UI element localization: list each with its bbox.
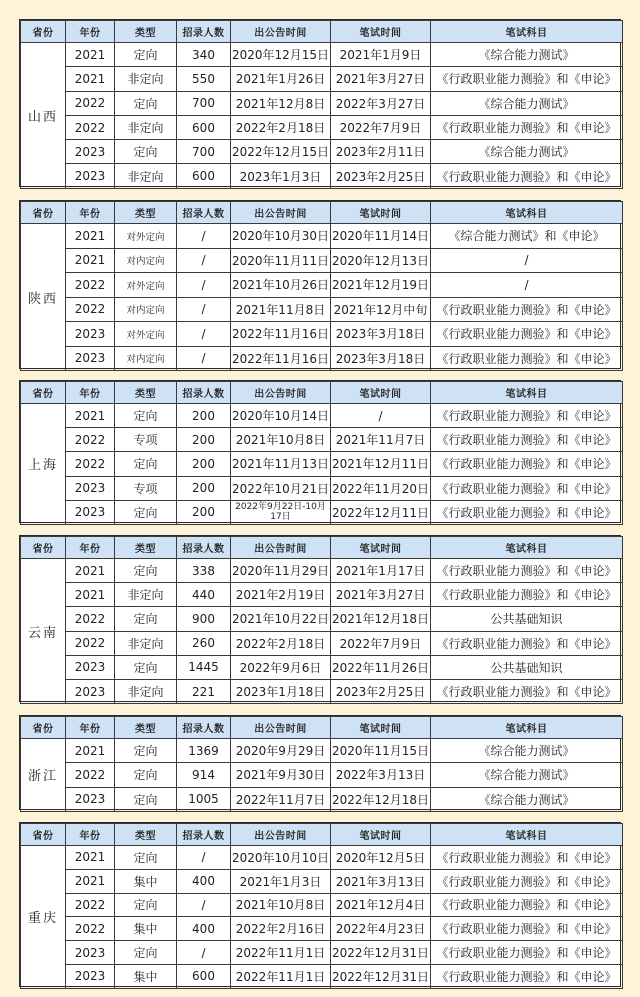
year-cell: 2022 xyxy=(66,893,115,917)
quota-cell: / xyxy=(177,893,231,917)
subject-cell: / xyxy=(431,248,623,273)
table-header-row xyxy=(21,537,623,559)
subject-cell: 公共基础知识 xyxy=(431,655,623,679)
subject-cell: 《行政职业能力测验》和《申论》 xyxy=(431,679,623,703)
subject-cell: 《行政职业能力测验》和《申论》 xyxy=(431,115,623,139)
subject-cell: 《行政职业能力测验》和《申论》 xyxy=(431,297,623,322)
table-row xyxy=(21,346,623,371)
type-cell: 定向 xyxy=(115,559,177,583)
year-cell: 2023 xyxy=(66,164,115,188)
province-table xyxy=(19,380,621,523)
subject-cell: 《行政职业能力测验》和《申论》 xyxy=(431,941,623,965)
table-row xyxy=(21,787,623,811)
announce-date-cell: 2022年11月7日 xyxy=(231,787,331,811)
type-cell: 定向 xyxy=(115,607,177,631)
type-cell: 非定向 xyxy=(115,631,177,655)
subject-cell: 《行政职业能力测验》和《申论》 xyxy=(431,346,623,371)
province-table xyxy=(19,715,621,810)
exam-date-cell: 2020年11月14日 xyxy=(331,224,431,249)
column-header: 出公告时间 xyxy=(231,717,331,739)
column-header: 招录人数 xyxy=(177,824,231,846)
table-row xyxy=(21,248,623,273)
announce-date-cell: 2021年11月13日 xyxy=(231,452,331,476)
subject-cell: / xyxy=(431,273,623,298)
table-row xyxy=(21,67,623,91)
subject-cell: 《行政职业能力测验》和《申论》 xyxy=(431,428,623,452)
table-row xyxy=(21,273,623,298)
quota-cell: 440 xyxy=(177,583,231,607)
year-cell: 2021 xyxy=(66,739,115,763)
column-header: 笔试时间 xyxy=(331,21,431,43)
table-row xyxy=(21,43,623,67)
quota-cell: 400 xyxy=(177,917,231,941)
column-header: 类型 xyxy=(115,21,177,43)
year-cell: 2023 xyxy=(66,140,115,164)
column-header: 年份 xyxy=(66,202,115,224)
table-row xyxy=(21,115,623,139)
exam-date-cell: / xyxy=(331,404,431,428)
subject-cell: 《行政职业能力测验》和《申论》 xyxy=(431,67,623,91)
subject-cell: 《行政职业能力测验》和《申论》 xyxy=(431,583,623,607)
announce-date-cell: 2020年9月29日 xyxy=(231,739,331,763)
quota-cell: 900 xyxy=(177,607,231,631)
announce-date-cell: 2021年1月3日 xyxy=(231,869,331,893)
province-cell: 上海 xyxy=(21,404,66,525)
type-cell: 定向 xyxy=(115,43,177,67)
announce-date-cell: 2021年11月8日 xyxy=(231,297,331,322)
table-row xyxy=(21,846,623,870)
subject-cell: 《行政职业能力测验》和《申论》 xyxy=(431,869,623,893)
exam-date-cell: 2022年4月23日 xyxy=(331,917,431,941)
exam-date-cell: 2021年12月18日 xyxy=(331,607,431,631)
quota-cell: / xyxy=(177,273,231,298)
column-header: 笔试时间 xyxy=(331,382,431,404)
exam-date-cell: 2020年11月15日 xyxy=(331,739,431,763)
exam-date-cell: 2023年2月25日 xyxy=(331,679,431,703)
type-cell: 对外定向 xyxy=(115,322,177,347)
type-cell: 定向 xyxy=(115,846,177,870)
column-header: 出公告时间 xyxy=(231,202,331,224)
province-table xyxy=(19,19,621,187)
column-header: 招录人数 xyxy=(177,382,231,404)
year-cell: 2021 xyxy=(66,248,115,273)
subject-cell: 《行政职业能力测验》和《申论》 xyxy=(431,893,623,917)
type-cell: 对外定向 xyxy=(115,224,177,249)
announce-date-cell: 2021年10月8日 xyxy=(231,428,331,452)
quota-cell: 550 xyxy=(177,67,231,91)
column-header: 类型 xyxy=(115,537,177,559)
table-header-row xyxy=(21,21,623,43)
type-cell: 非定向 xyxy=(115,679,177,703)
quota-cell: / xyxy=(177,248,231,273)
column-header: 省份 xyxy=(21,202,66,224)
year-cell: 2022 xyxy=(66,115,115,139)
column-header: 招录人数 xyxy=(177,537,231,559)
exam-date-cell: 2023年3月18日 xyxy=(331,346,431,371)
column-header: 招录人数 xyxy=(177,21,231,43)
column-header: 笔试时间 xyxy=(331,537,431,559)
exam-date-cell: 2022年12月18日 xyxy=(331,787,431,811)
year-cell: 2022 xyxy=(66,273,115,298)
type-cell: 非定向 xyxy=(115,583,177,607)
announce-date-cell: 2020年10月10日 xyxy=(231,846,331,870)
column-header: 笔试科目 xyxy=(431,537,623,559)
table-row xyxy=(21,500,623,524)
province-table xyxy=(19,535,621,702)
subject-cell: 《综合能力测试》 xyxy=(431,787,623,811)
quota-cell: / xyxy=(177,941,231,965)
quota-cell: 600 xyxy=(177,164,231,188)
column-header: 笔试时间 xyxy=(331,824,431,846)
quota-cell: 1369 xyxy=(177,739,231,763)
year-cell: 2022 xyxy=(66,917,115,941)
exam-date-cell: 2020年12月5日 xyxy=(331,846,431,870)
type-cell: 定向 xyxy=(115,500,177,524)
table-row xyxy=(21,607,623,631)
quota-cell: 600 xyxy=(177,964,231,988)
subject-cell: 《行政职业能力测验》和《申论》 xyxy=(431,964,623,988)
column-header: 笔试科目 xyxy=(431,202,623,224)
announce-date-cell: 2021年2月19日 xyxy=(231,583,331,607)
type-cell: 定向 xyxy=(115,893,177,917)
exam-date-cell: 2021年1月9日 xyxy=(331,43,431,67)
table-row xyxy=(21,91,623,115)
subject-cell: 《行政职业能力测验》和《申论》 xyxy=(431,500,623,524)
column-header: 笔试科目 xyxy=(431,717,623,739)
type-cell: 对外定向 xyxy=(115,273,177,298)
column-header: 招录人数 xyxy=(177,202,231,224)
year-cell: 2022 xyxy=(66,763,115,787)
table-header-row xyxy=(21,202,623,224)
quota-cell: 338 xyxy=(177,559,231,583)
subject-cell: 《综合能力测试》 xyxy=(431,91,623,115)
type-cell: 定向 xyxy=(115,739,177,763)
announce-date-cell: 2020年10月14日 xyxy=(231,404,331,428)
table-row xyxy=(21,428,623,452)
year-cell: 2021 xyxy=(66,404,115,428)
quota-cell: / xyxy=(177,322,231,347)
announce-date-cell: 2023年1月18日 xyxy=(231,679,331,703)
announce-date-cell: 2022年11月16日 xyxy=(231,322,331,347)
column-header: 年份 xyxy=(66,537,115,559)
type-cell: 定向 xyxy=(115,763,177,787)
quota-cell: 1005 xyxy=(177,787,231,811)
column-header: 省份 xyxy=(21,717,66,739)
type-cell: 专项 xyxy=(115,428,177,452)
subject-cell: 《行政职业能力测验》和《申论》 xyxy=(431,164,623,188)
announce-date-cell: 2023年1月3日 xyxy=(231,164,331,188)
table-row xyxy=(21,559,623,583)
table-row xyxy=(21,404,623,428)
exam-date-cell: 2021年3月27日 xyxy=(331,583,431,607)
table-header-row xyxy=(21,824,623,846)
column-header: 出公告时间 xyxy=(231,21,331,43)
type-cell: 对内定向 xyxy=(115,346,177,371)
type-cell: 集中 xyxy=(115,964,177,988)
type-cell: 定向 xyxy=(115,655,177,679)
table-row xyxy=(21,140,623,164)
quota-cell: 221 xyxy=(177,679,231,703)
year-cell: 2021 xyxy=(66,869,115,893)
announce-date-cell: 2022年9月22日-10月17日 xyxy=(231,500,331,524)
quota-cell: 600 xyxy=(177,115,231,139)
table-row xyxy=(21,583,623,607)
quota-cell: 700 xyxy=(177,140,231,164)
type-cell: 专项 xyxy=(115,476,177,500)
quota-cell: 340 xyxy=(177,43,231,67)
subject-cell: 《行政职业能力测验》和《申论》 xyxy=(431,322,623,347)
column-header: 省份 xyxy=(21,824,66,846)
type-cell: 定向 xyxy=(115,787,177,811)
subject-cell: 《行政职业能力测验》和《申论》 xyxy=(431,476,623,500)
column-header: 年份 xyxy=(66,717,115,739)
subject-cell: 《综合能力测试》和《申论》 xyxy=(431,224,623,249)
table-row xyxy=(21,655,623,679)
column-header: 年份 xyxy=(66,824,115,846)
quota-cell: 200 xyxy=(177,500,231,524)
type-cell: 对内定向 xyxy=(115,248,177,273)
table-header-row xyxy=(21,382,623,404)
column-header: 招录人数 xyxy=(177,717,231,739)
year-cell: 2023 xyxy=(66,655,115,679)
exam-date-cell: 2022年7月9日 xyxy=(331,115,431,139)
quota-cell: 400 xyxy=(177,869,231,893)
column-header: 笔试时间 xyxy=(331,202,431,224)
quota-cell: 700 xyxy=(177,91,231,115)
year-cell: 2023 xyxy=(66,679,115,703)
subject-cell: 《综合能力测试》 xyxy=(431,739,623,763)
year-cell: 2023 xyxy=(66,941,115,965)
type-cell: 非定向 xyxy=(115,67,177,91)
subject-cell: 《综合能力测试》 xyxy=(431,43,623,67)
exam-date-cell: 2021年11月7日 xyxy=(331,428,431,452)
province-table xyxy=(19,200,621,369)
year-cell: 2021 xyxy=(66,846,115,870)
year-cell: 2023 xyxy=(66,476,115,500)
column-header: 类型 xyxy=(115,382,177,404)
column-header: 省份 xyxy=(21,21,66,43)
type-cell: 非定向 xyxy=(115,115,177,139)
subject-cell: 《综合能力测试》 xyxy=(431,763,623,787)
quota-cell: / xyxy=(177,346,231,371)
year-cell: 2021 xyxy=(66,43,115,67)
column-header: 笔试时间 xyxy=(331,717,431,739)
year-cell: 2022 xyxy=(66,452,115,476)
quota-cell: 200 xyxy=(177,404,231,428)
announce-date-cell: 2022年10月21日 xyxy=(231,476,331,500)
announce-date-cell: 2020年11月11日 xyxy=(231,248,331,273)
year-cell: 2022 xyxy=(66,297,115,322)
table-row xyxy=(21,964,623,988)
exam-date-cell: 2021年12月19日 xyxy=(331,273,431,298)
exam-date-cell: 2020年12月13日 xyxy=(331,248,431,273)
year-cell: 2021 xyxy=(66,583,115,607)
exam-date-cell: 2022年11月26日 xyxy=(331,655,431,679)
exam-date-cell: 2022年12月31日 xyxy=(331,941,431,965)
quota-cell: 200 xyxy=(177,452,231,476)
column-header: 类型 xyxy=(115,717,177,739)
quota-cell: 914 xyxy=(177,763,231,787)
year-cell: 2022 xyxy=(66,631,115,655)
exam-date-cell: 2023年2月25日 xyxy=(331,164,431,188)
exam-date-cell: 2022年7月9日 xyxy=(331,631,431,655)
year-cell: 2023 xyxy=(66,500,115,524)
year-cell: 2023 xyxy=(66,787,115,811)
subject-cell: 《综合能力测试》 xyxy=(431,140,623,164)
subject-cell: 《行政职业能力测验》和《申论》 xyxy=(431,846,623,870)
type-cell: 对内定向 xyxy=(115,297,177,322)
column-header: 省份 xyxy=(21,537,66,559)
table-row xyxy=(21,452,623,476)
quota-cell: 260 xyxy=(177,631,231,655)
table-row xyxy=(21,941,623,965)
column-header: 年份 xyxy=(66,382,115,404)
quota-cell: 1445 xyxy=(177,655,231,679)
table-row xyxy=(21,679,623,703)
year-cell: 2023 xyxy=(66,964,115,988)
announce-date-cell: 2022年11月1日 xyxy=(231,941,331,965)
quota-cell: 200 xyxy=(177,428,231,452)
year-cell: 2021 xyxy=(66,559,115,583)
column-header: 出公告时间 xyxy=(231,537,331,559)
exam-date-cell: 2022年3月27日 xyxy=(331,91,431,115)
exam-date-cell: 2022年12月31日 xyxy=(331,964,431,988)
table-row xyxy=(21,917,623,941)
announce-date-cell: 2021年10月26日 xyxy=(231,273,331,298)
exam-date-cell: 2021年12月4日 xyxy=(331,893,431,917)
province-cell: 重庆 xyxy=(21,846,66,989)
table-row xyxy=(21,631,623,655)
year-cell: 2023 xyxy=(66,322,115,347)
exam-date-cell: 2023年3月18日 xyxy=(331,322,431,347)
table-row xyxy=(21,224,623,249)
province-cell: 云南 xyxy=(21,559,66,704)
province-cell: 山西 xyxy=(21,43,66,189)
table-row xyxy=(21,476,623,500)
column-header: 笔试科目 xyxy=(431,21,623,43)
announce-date-cell: 2022年11月1日 xyxy=(231,964,331,988)
type-cell: 定向 xyxy=(115,91,177,115)
table-row xyxy=(21,869,623,893)
announce-date-cell: 2020年12月15日 xyxy=(231,43,331,67)
province-cell: 陕西 xyxy=(21,224,66,371)
province-table xyxy=(19,822,621,987)
type-cell: 定向 xyxy=(115,941,177,965)
type-cell: 定向 xyxy=(115,452,177,476)
year-cell: 2023 xyxy=(66,346,115,371)
table-row xyxy=(21,297,623,322)
subject-cell: 公共基础知识 xyxy=(431,607,623,631)
column-header: 笔试科目 xyxy=(431,382,623,404)
column-header: 出公告时间 xyxy=(231,382,331,404)
table-row xyxy=(21,739,623,763)
column-header: 类型 xyxy=(115,202,177,224)
type-cell: 非定向 xyxy=(115,164,177,188)
column-header: 年份 xyxy=(66,21,115,43)
quota-cell: 200 xyxy=(177,476,231,500)
year-cell: 2021 xyxy=(66,224,115,249)
year-cell: 2022 xyxy=(66,428,115,452)
quota-cell: / xyxy=(177,846,231,870)
announce-date-cell: 2021年12月8日 xyxy=(231,91,331,115)
subject-cell: 《行政职业能力测验》和《申论》 xyxy=(431,631,623,655)
announce-date-cell: 2021年9月30日 xyxy=(231,763,331,787)
column-header: 类型 xyxy=(115,824,177,846)
subject-cell: 《行政职业能力测验》和《申论》 xyxy=(431,452,623,476)
province-cell: 浙江 xyxy=(21,739,66,812)
column-header: 笔试科目 xyxy=(431,824,623,846)
announce-date-cell: 2022年12月15日 xyxy=(231,140,331,164)
exam-date-cell: 2022年11月20日 xyxy=(331,476,431,500)
announce-date-cell: 2022年2月16日 xyxy=(231,917,331,941)
announce-date-cell: 2021年10月8日 xyxy=(231,893,331,917)
announce-date-cell: 2022年2月18日 xyxy=(231,631,331,655)
exam-date-cell: 2022年3月13日 xyxy=(331,763,431,787)
quota-cell: / xyxy=(177,224,231,249)
announce-date-cell: 2022年2月18日 xyxy=(231,115,331,139)
table-row xyxy=(21,763,623,787)
exam-date-cell: 2021年3月13日 xyxy=(331,869,431,893)
exam-date-cell: 2023年2月11日 xyxy=(331,140,431,164)
table-row xyxy=(21,322,623,347)
exam-date-cell: 2022年12月11日 xyxy=(331,500,431,524)
column-header: 省份 xyxy=(21,382,66,404)
announce-date-cell: 2021年10月22日 xyxy=(231,607,331,631)
exam-date-cell: 2021年3月27日 xyxy=(331,67,431,91)
column-header: 出公告时间 xyxy=(231,824,331,846)
announce-date-cell: 2022年11月16日 xyxy=(231,346,331,371)
type-cell: 定向 xyxy=(115,404,177,428)
exam-date-cell: 2021年12月中旬 xyxy=(331,297,431,322)
table-row xyxy=(21,164,623,188)
subject-cell: 《行政职业能力测验》和《申论》 xyxy=(431,559,623,583)
type-cell: 集中 xyxy=(115,917,177,941)
quota-cell: / xyxy=(177,297,231,322)
year-cell: 2022 xyxy=(66,91,115,115)
announce-date-cell: 2022年9月6日 xyxy=(231,655,331,679)
table-header-row xyxy=(21,717,623,739)
year-cell: 2021 xyxy=(66,67,115,91)
exam-date-cell: 2021年1月17日 xyxy=(331,559,431,583)
exam-date-cell: 2021年12月11日 xyxy=(331,452,431,476)
type-cell: 定向 xyxy=(115,140,177,164)
table-row xyxy=(21,893,623,917)
subject-cell: 《行政职业能力测验》和《申论》 xyxy=(431,917,623,941)
subject-cell: 《行政职业能力测验》和《申论》 xyxy=(431,404,623,428)
year-cell: 2022 xyxy=(66,607,115,631)
announce-date-cell: 2020年10月30日 xyxy=(231,224,331,249)
announce-date-cell: 2020年11月29日 xyxy=(231,559,331,583)
announce-date-cell: 2021年1月26日 xyxy=(231,67,331,91)
type-cell: 集中 xyxy=(115,869,177,893)
